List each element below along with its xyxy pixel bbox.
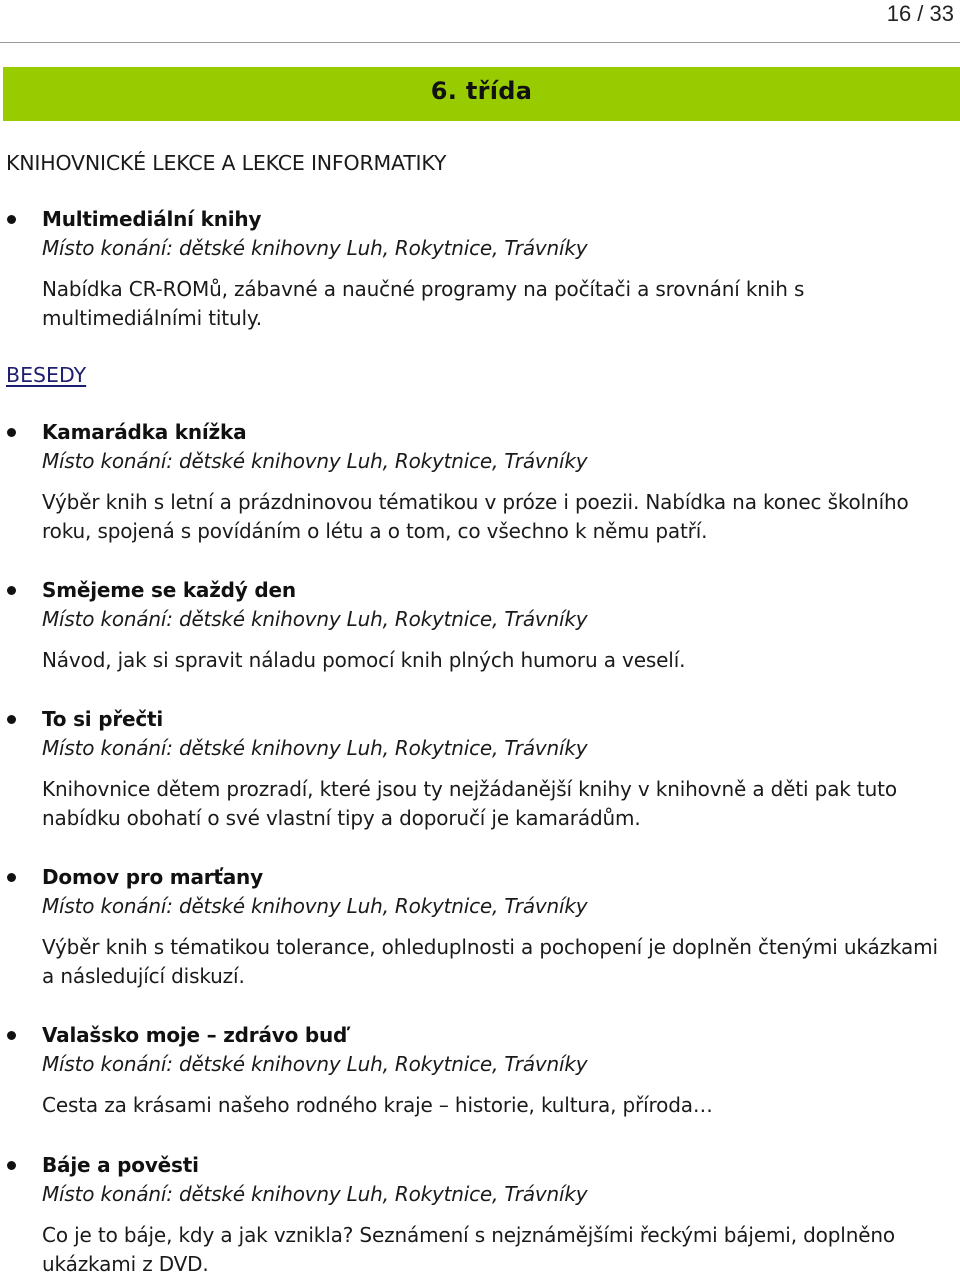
item-place: Místo konání: dětské knihovny Luh, Rokytnice, Trávníky: [42, 736, 588, 760]
item-title: To si přečti: [42, 707, 164, 731]
item-place: Místo konání: dětské knihovny Luh, Rokytnice, Trávníky: [42, 1052, 588, 1076]
bullet-icon: [7, 1161, 16, 1170]
item-title: Multimediální knihy: [42, 207, 262, 231]
item-place: Místo konání: dětské knihovny Luh, Rokytnice, Trávníky: [42, 236, 588, 260]
list-item: [42, 1021, 954, 1120]
grade-title: 6. třída: [430, 77, 533, 105]
item-description: Cesta za krásami našeho rodného kraje – historie, kultura, příroda…: [42, 1093, 713, 1117]
list-item: [42, 863, 954, 991]
item-title: Smějeme se každý den: [42, 578, 296, 602]
item-title: Valašsko moje – zdrávo buď: [42, 1023, 348, 1047]
list-item: [42, 576, 954, 675]
item-place: Místo konání: dětské knihovny Luh, Rokytnice, Trávníky: [42, 607, 588, 631]
section-heading-besedy: BESEDY: [6, 363, 87, 387]
list-item: [42, 1151, 954, 1279]
bullet-icon: [7, 715, 16, 724]
header-divider: [0, 42, 960, 43]
bullet-icon: [7, 1031, 16, 1040]
item-title: Domov pro marťany: [42, 865, 263, 889]
bullet-icon: [7, 586, 16, 595]
item-description: Výběr knih s letní a prázdninovou tématikou v próze i poezii. Nabídka na konec školního roku, spojená s povídáním o létu a o tom, co všechno k němu patří.: [42, 490, 909, 543]
bullet-icon: [7, 873, 16, 882]
item-place: Místo konání: dětské knihovny Luh, Rokytnice, Trávníky: [42, 894, 588, 918]
page-counter: 16 / 33: [886, 1, 954, 26]
list-item: [42, 205, 954, 333]
item-description: Knihovnice dětem prozradí, které jsou ty nejžádanější knihy v knihovně a děti pak tuto nabídku obohatí o své vlastní tipy a doporučí je kamarádům.: [42, 777, 897, 830]
bullet-icon: [7, 215, 16, 224]
item-description: Co je to báje, kdy a jak vznikla? Seznámení s nejznámějšími řeckými bájemi, doplněno ukázkami z DVD.: [42, 1223, 896, 1276]
item-description: Výběr knih s tématikou tolerance, ohleduplnosti a pochopení je doplněn čtenými ukázkami a následující diskuzí.: [42, 935, 938, 988]
item-title: Kamarádka knížka: [42, 420, 247, 444]
list-item: [42, 418, 954, 546]
item-description: Návod, jak si spravit náladu pomocí knih plných humoru a veselí.: [42, 648, 686, 672]
bullet-icon: [7, 428, 16, 437]
grade-banner: [3, 67, 960, 121]
list-item: [42, 705, 954, 833]
item-title: Báje a pověsti: [42, 1153, 199, 1177]
item-description: Nabídka CR-ROMů, zábavné a naučné programy na počítači a srovnání knih s multimediálními tituly.: [42, 277, 805, 330]
section-heading-lekce: KNIHOVNICKÉ LEKCE A LEKCE INFORMATIKY: [6, 151, 447, 175]
item-place: Místo konání: dětské knihovny Luh, Rokytnice, Trávníky: [42, 449, 588, 473]
item-place: Místo konání: dětské knihovny Luh, Rokytnice, Trávníky: [42, 1182, 588, 1206]
